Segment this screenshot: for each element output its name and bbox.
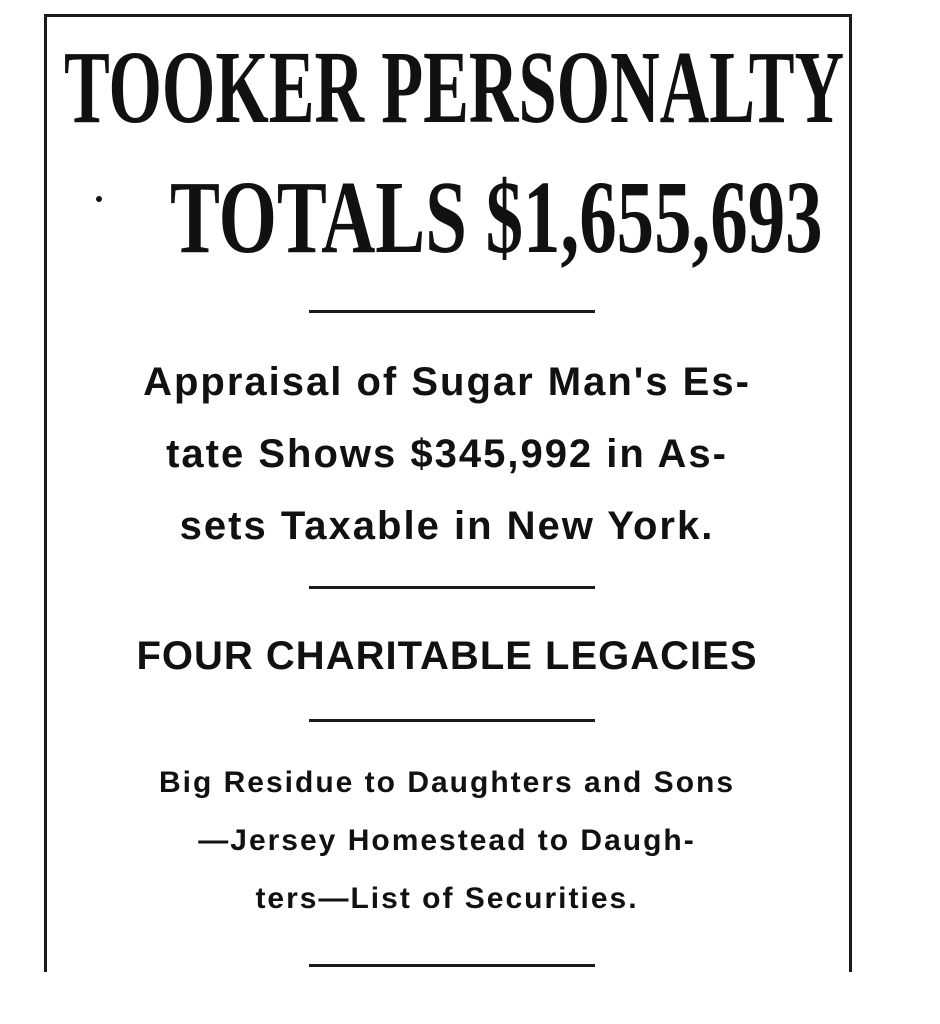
headline-line-2: TOTALS $1,655,693	[170, 160, 823, 275]
subhead-line-3: sets Taxable in New York.	[179, 504, 715, 548]
section-divider-1	[309, 310, 595, 313]
ink-speck	[96, 196, 102, 202]
third-head-line-3: ters—List of Securities.	[255, 882, 639, 915]
third-head-line-1: Big Residue to Daughters and Sons	[158, 766, 736, 799]
left-column-rule	[44, 14, 47, 972]
top-rule	[44, 14, 852, 17]
subhead-line-1: Appraisal of Sugar Man's Es-	[143, 360, 751, 404]
section-divider-4	[309, 964, 595, 967]
section-divider-2	[309, 586, 595, 589]
second-head: FOUR CHARITABLE LEGACIES	[136, 634, 758, 678]
right-column-rule	[849, 14, 852, 972]
section-divider-3	[309, 719, 595, 722]
subhead-line-2: tate Shows $345,992 in As-	[166, 432, 728, 476]
third-head-line-2: —Jersey Homestead to Daugh-	[198, 824, 696, 857]
headline-line-1: TOOKER PERSONALTY	[64, 30, 845, 145]
